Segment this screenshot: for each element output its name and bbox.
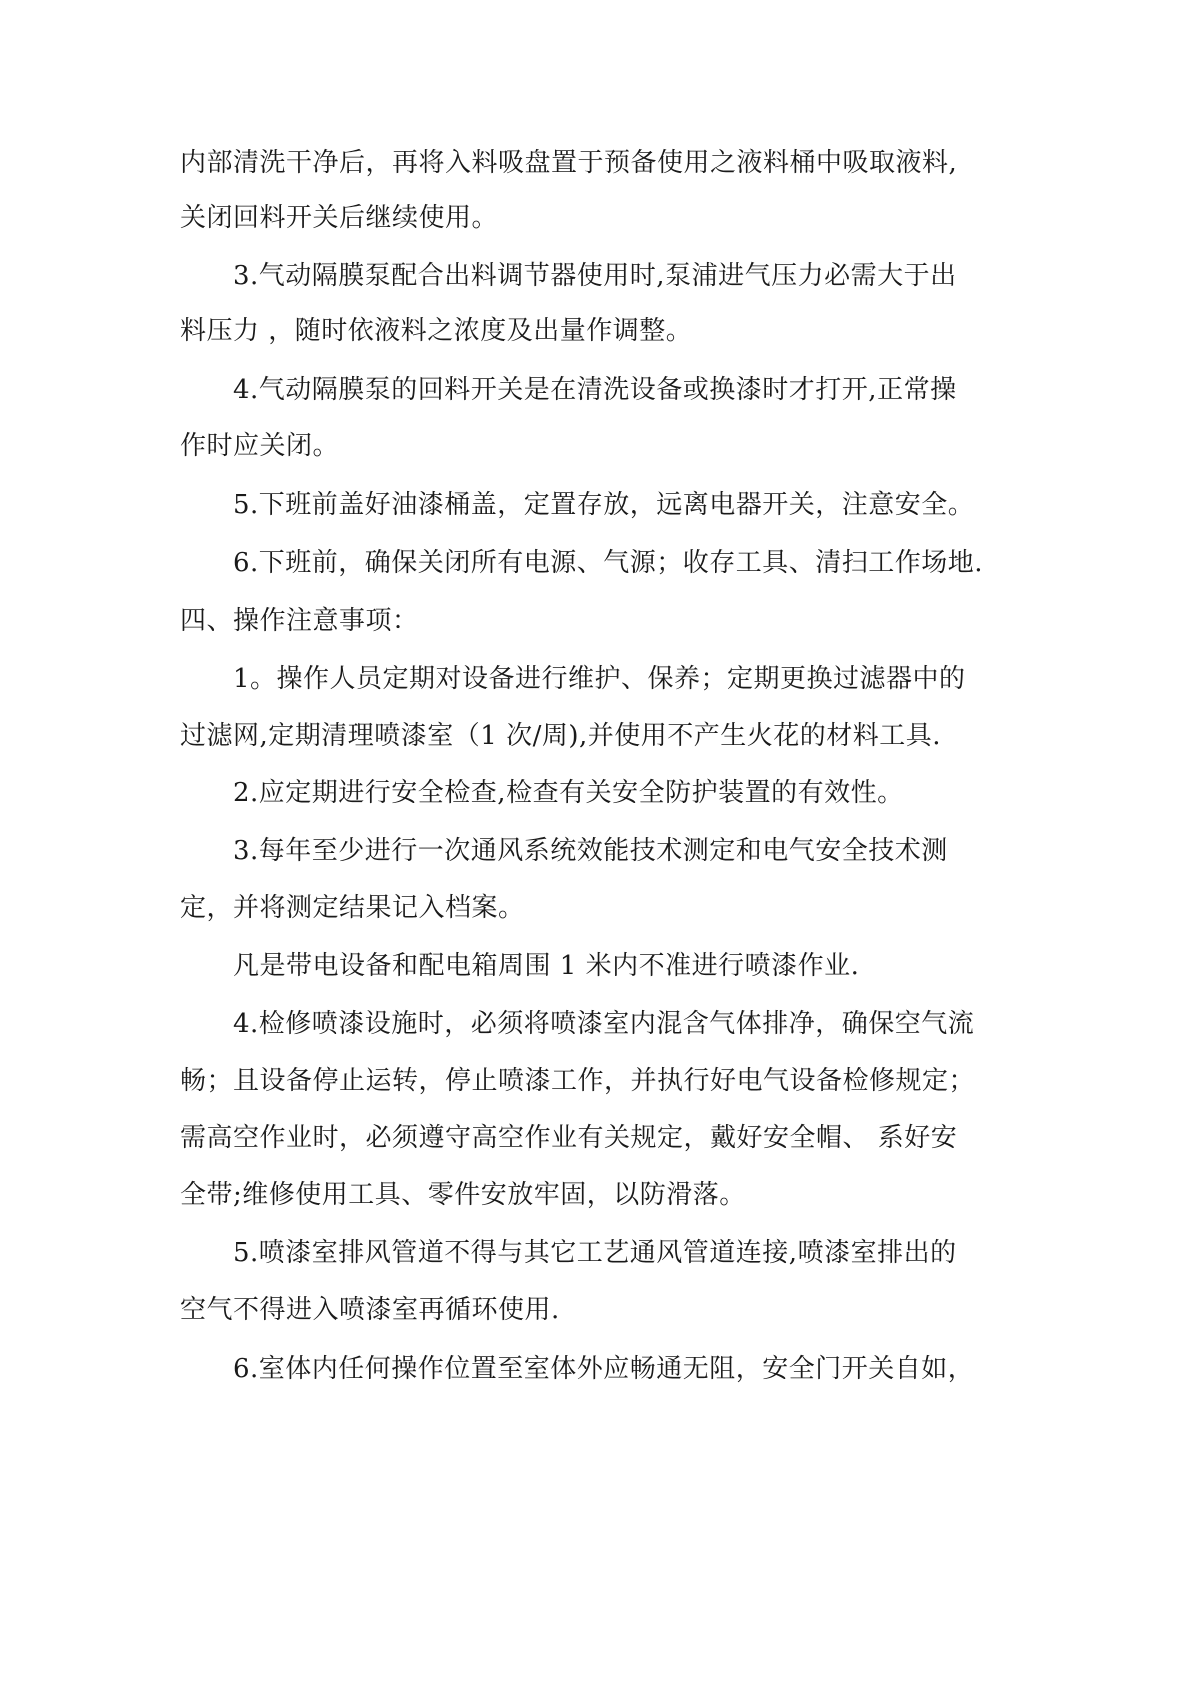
text-line: 畅；且设备停止运转，停止喷漆工作，并执行好电气设备检修规定； (180, 1066, 976, 1096)
item-3-line: 3.每年至少进行一次通风系统效能技术测定和电气安全技术测 (233, 836, 948, 866)
item-1-line: 1。操作人员定期对设备进行维护、保养；定期更换过滤器中的 (233, 664, 966, 694)
paragraph-5-line: 5.下班前盖好油漆桶盖，定置存放，远离电器开关，注意安全。 (233, 490, 975, 520)
text-line: 空气不得进入喷漆室再循环使用. (180, 1295, 560, 1325)
text-line: 定，并将测定结果记入档案。 (180, 893, 525, 923)
text-line: 作时应关闭。 (180, 431, 340, 461)
paragraph-6-line: 6.下班前，确保关闭所有电源、气源；收存工具、清扫工作场地. (233, 548, 984, 578)
paragraph-4-line: 4.气动隔膜泵的回料开关是在清洗设备或换漆时才打开,正常操 (233, 375, 957, 405)
note-line: 凡是带电设备和配电箱周围 1 米内不准进行喷漆作业. (233, 951, 860, 981)
text-line: 全带;维修使用工具、零件安放牢固，以防滑落。 (180, 1180, 746, 1210)
text-line: 内部清洗干净后，再将入料吸盘置于预备使用之液料桶中吸取液料, (180, 148, 958, 178)
item-2-line: 2.应定期进行安全检查,检查有关安全防护装置的有效性。 (233, 778, 904, 808)
text-line: 料压力 ，随时依液料之浓度及出量作调整。 (180, 316, 693, 346)
item-4-line: 4.检修喷漆设施时，必须将喷漆室内混含气体排净，确保空气流 (233, 1009, 975, 1039)
paragraph-3-line: 3.气动隔膜泵配合出料调节器使用时,泵浦进气压力必需大于出 (233, 261, 957, 291)
item-6-line: 6.室体内任何操作位置至室体外应畅通无阻，安全门开关自如， (233, 1354, 975, 1384)
text-line: 需高空作业时，必须遵守高空作业有关规定，戴好安全帽、 系好安 (180, 1123, 958, 1153)
text-line: 过滤网,定期清理喷漆室（1 次/周),并使用不产生火花的材料工具. (180, 721, 942, 751)
section-heading: 四、操作注意事项： (180, 606, 419, 636)
text-line: 关闭回料开关后继续使用。 (180, 203, 499, 233)
item-5-line: 5.喷漆室排风管道不得与其它工艺通风管道连接,喷漆室排出的 (233, 1238, 957, 1268)
